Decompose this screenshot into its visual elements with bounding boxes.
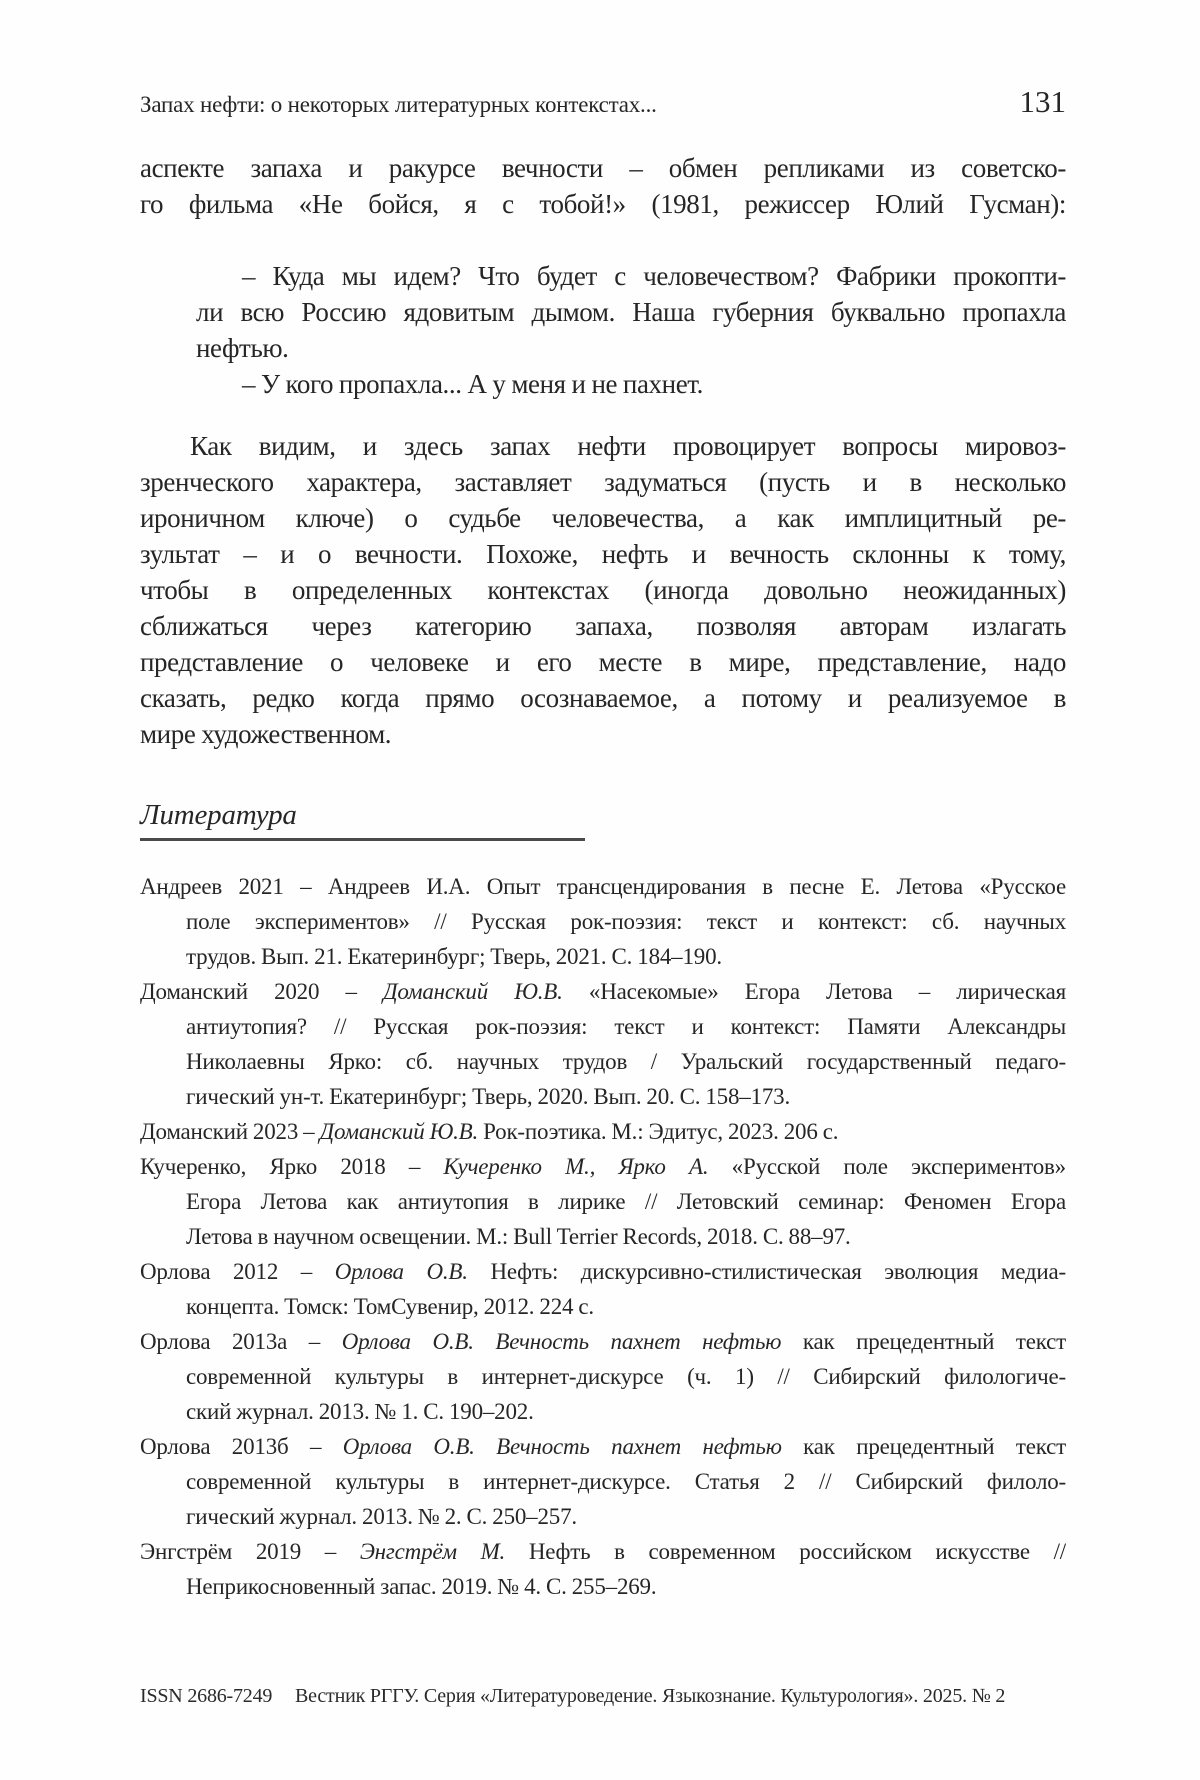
text-line xyxy=(140,150,1066,186)
italic-text: Кучеренко М., Ярко А. xyxy=(443,1154,709,1179)
plain-text: Орлова 2013б – xyxy=(140,1434,343,1459)
text-line xyxy=(140,1464,1066,1499)
text-line xyxy=(140,1359,1066,1394)
plain-text: Энгстрём 2019 – xyxy=(140,1539,360,1564)
italic-text: Энгстрём М. xyxy=(359,1539,506,1564)
text-line xyxy=(140,1569,1066,1604)
text-line xyxy=(140,1114,1066,1149)
italic-text: Доманский Ю.В. xyxy=(319,1119,479,1144)
plain-text: поле экспериментов» // Русская рок-поэзия: текст и контекст: сб. научных xyxy=(186,909,1066,934)
plain-text: «Русской поле экспериментов» xyxy=(708,1154,1066,1179)
reference-item xyxy=(140,1429,1066,1534)
text-line xyxy=(140,904,1066,939)
text-line xyxy=(140,1429,1066,1464)
plain-text: Доманский 2023 – xyxy=(140,1119,320,1144)
plain-text: гический ун-т. Екатеринбург; Тверь, 2020. Вып. 20. С. 158–173. xyxy=(186,1084,791,1109)
text-line xyxy=(196,366,1066,402)
text-line xyxy=(140,1184,1066,1219)
plain-text: ский журнал. 2013. № 1. С. 190–202. xyxy=(186,1399,534,1424)
plain-text: мире художественном. xyxy=(140,719,392,749)
text-line xyxy=(140,1079,1066,1114)
text-line xyxy=(196,294,1066,330)
plain-text: Андреев 2021 – Андреев И.А. Опыт трансцендирования в песне Е. Летова «Русское xyxy=(140,874,1066,899)
running-title: Запах нефти: о некоторых литературных контекстах... xyxy=(140,92,657,117)
heading-rule xyxy=(140,838,585,841)
text-line xyxy=(140,536,1066,572)
page-content xyxy=(140,84,1066,1604)
plain-text: Егора Летова как антиутопия в лирике // Летовский семинар: Феномен Егора xyxy=(186,1189,1066,1214)
plain-text: Николаевны Ярко: сб. научных трудов / Уральский государственный педаго- xyxy=(186,1049,1066,1074)
plain-text: как прецедентный текст xyxy=(781,1329,1066,1354)
plain-text: го фильма «Не бойся, я с тобой!» (1981, режиссер Юлий Гусман): xyxy=(140,189,1066,219)
plain-text: сближаться через категорию запаха, позволяя авторам излагать xyxy=(140,611,1066,641)
section-heading-block xyxy=(140,798,1066,841)
plain-text: Как видим, и здесь запах нефти провоцирует вопросы мировоз- xyxy=(190,431,1066,461)
text-line xyxy=(196,330,1066,366)
plain-text: Нефть: дискурсивно-стилистическая эволюция медиа- xyxy=(467,1259,1066,1284)
text-line xyxy=(140,572,1066,608)
text-line xyxy=(140,608,1066,644)
issn-label: ISSN 2686-7249 xyxy=(140,1685,273,1707)
text-line xyxy=(140,644,1066,680)
plain-text: антиутопия? // Русская рок-поэзия: текст и контекст: Памяти Александры xyxy=(186,1014,1066,1039)
reference-item xyxy=(140,1149,1066,1254)
plain-text: Орлова 2013а – xyxy=(140,1329,342,1354)
paragraph xyxy=(140,428,1066,752)
running-header xyxy=(140,84,1066,118)
text-line xyxy=(140,500,1066,536)
reference-item xyxy=(140,974,1066,1114)
text-line xyxy=(140,869,1066,904)
text-line xyxy=(140,1324,1066,1359)
plain-text: Кучеренко, Ярко 2018 – xyxy=(140,1154,444,1179)
plain-text: Доманский 2020 – xyxy=(140,979,383,1004)
plain-text: аспекте запаха и ракурсе вечности – обмен репликами из советско- xyxy=(140,153,1066,183)
text-line xyxy=(140,1219,1066,1254)
plain-text: современной культуры в интернет-дискурсе. Статья 2 // Сибирский филоло- xyxy=(186,1469,1066,1494)
journal-title-line: Вестник РГГУ. Серия «Литературоведение. Языкознание. Культурология». 2025. № 2 xyxy=(295,1685,1006,1707)
plain-text: Нефть в современном российском искусстве // xyxy=(505,1539,1066,1564)
text-line xyxy=(140,1289,1066,1324)
reference-item xyxy=(140,1254,1066,1324)
plain-text: Рок-поэтика. М.: Эдитус, 2023. 206 с. xyxy=(478,1119,839,1144)
text-line xyxy=(140,716,1066,752)
plain-text: как прецедентный текст xyxy=(781,1434,1066,1459)
plain-text: сказать, редко когда прямо осознаваемое, а потому и реализуемое в xyxy=(140,683,1066,713)
plain-text: трудов. Вып. 21. Екатеринбург; Тверь, 2021. С. 184–190. xyxy=(186,944,722,969)
text-line xyxy=(140,1009,1066,1044)
plain-text: Неприкосновенный запас. 2019. № 4. С. 255–269. xyxy=(186,1574,657,1599)
reference-item xyxy=(140,1324,1066,1429)
italic-text: Орлова О.В. xyxy=(334,1259,468,1284)
plain-text: нефтью. xyxy=(196,333,289,363)
text-line xyxy=(140,1149,1066,1184)
plain-text: представление о человеке и его месте в мире, представление, надо xyxy=(140,647,1066,677)
plain-text: – Куда мы идем? Что будет с человечеством? Фабрики прокопти- xyxy=(242,261,1066,291)
plain-text: зренческого характера, заставляет задуматься (пусть и в несколько xyxy=(140,467,1066,497)
italic-text: Доманский Ю.В. xyxy=(383,979,563,1004)
plain-text: современной культуры в интернет-дискурсе (ч. 1) // Сибирский филологиче- xyxy=(186,1364,1066,1389)
text-line xyxy=(140,1254,1066,1289)
plain-text: гический журнал. 2013. № 2. С. 250–257. xyxy=(186,1504,577,1529)
page-footer xyxy=(140,1685,1066,1708)
plain-text: Орлова 2012 – xyxy=(140,1259,335,1284)
reference-item xyxy=(140,1114,1066,1149)
text-line xyxy=(196,258,1066,294)
text-line xyxy=(140,1044,1066,1079)
plain-text: ироничном ключе) о судьбе человечества, а как имплицитный ре- xyxy=(140,503,1066,533)
paragraph-continuation xyxy=(140,150,1066,222)
reference-item xyxy=(140,1534,1066,1604)
text-line xyxy=(140,974,1066,1009)
plain-text: зультат – и о вечности. Похоже, нефть и вечность склонны к тому, xyxy=(140,539,1066,569)
text-line xyxy=(140,680,1066,716)
italic-text: Орлова О.В. Вечность пахнет нефтью xyxy=(341,1329,782,1354)
block-quote xyxy=(140,258,1066,402)
plain-text: «Насекомые» Егора Летова – лирическая xyxy=(562,979,1066,1004)
text-line xyxy=(140,1499,1066,1534)
reference-item xyxy=(140,869,1066,974)
plain-text: концепта. Томск: ТомСувенир, 2012. 224 с. xyxy=(186,1294,594,1319)
section-heading: Литература xyxy=(140,799,297,831)
plain-text: чтобы в определенных контекстах (иногда довольно неожиданных) xyxy=(140,575,1066,605)
text-line xyxy=(140,1394,1066,1429)
plain-text: ли всю Россию ядовитым дымом. Наша губерния буквально пропахла xyxy=(196,297,1066,327)
text-line xyxy=(140,1534,1066,1569)
references-list xyxy=(140,869,1066,1604)
italic-text: Орлова О.В. Вечность пахнет нефтью xyxy=(342,1434,782,1459)
page-number: 131 xyxy=(1019,84,1066,119)
plain-text: Летова в научном освещении. М.: Bull Terrier Records, 2018. С. 88–97. xyxy=(186,1224,851,1249)
text-line xyxy=(140,464,1066,500)
text-line xyxy=(140,186,1066,222)
text-line xyxy=(140,939,1066,974)
text-line xyxy=(140,428,1066,464)
plain-text: – У кого пропахла... А у меня и не пахнет. xyxy=(242,369,704,399)
